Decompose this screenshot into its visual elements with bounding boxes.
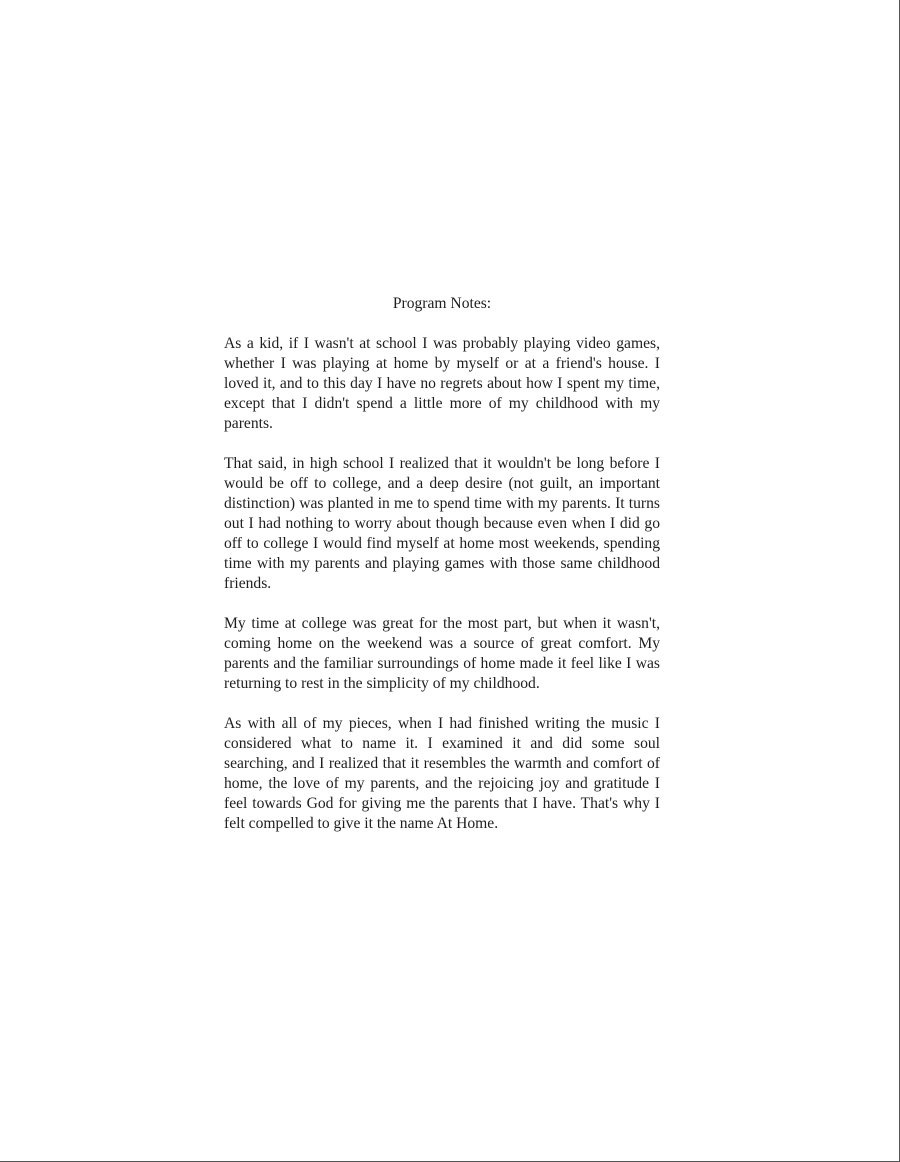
paragraph-2: That said, in high school I realized that it wouldn't be long before I would be off to college, and a deep desire (not guilt, an important distinction) was planted in me to spend time with my parents. It turns out I had nothing to worry about though because even when I did go off to college I would find myself at home most weekends, spending time with my parents and playing games with those same childhood friends.: [224, 455, 660, 592]
paragraph-4: As with all of my pieces, when I had finished writing the music I considered what to name it. I examined it and did some soul searching, and I realized that it resembles the warmth and comfort of home, the love of my parents, and the rejoicing joy and gratitude I feel towards God for giving me the parents that I have. That's why I felt compelled to give it the name At Home.: [224, 715, 660, 832]
paragraph-3: My time at college was great for the most part, but when it wasn't, coming home on the weekend was a source of great comfort. My parents and the familiar surroundings of home made it feel like I was returning to rest in the simplicity of my childhood.: [224, 615, 660, 692]
paragraph-1: As a kid, if I wasn't at school I was probably playing video games, whether I was playing at home by myself or at a friend's house. I loved it, and to this day I have no regrets about how I spent my time, except that I didn't spend a little more of my childhood with my parents.: [224, 335, 660, 432]
program-notes: [224, 294, 660, 854]
page-title: Program Notes:: [392, 295, 492, 312]
